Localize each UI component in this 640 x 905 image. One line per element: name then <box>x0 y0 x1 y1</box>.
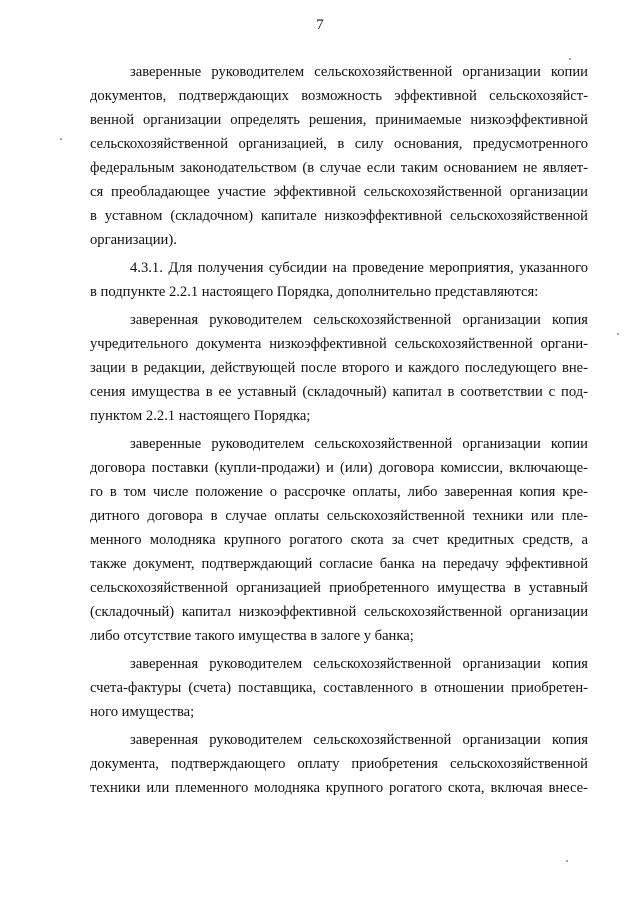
text-line: учредительного документа низкоэффективной сельскохозяйственной органи- <box>90 336 588 352</box>
body-text <box>90 60 588 800</box>
text-line: заверенная руководителем сельскохозяйственной организации копия <box>130 312 588 328</box>
text-line: сельскохозяйственной организацией приобретенного имущества в уставный <box>90 580 588 596</box>
text-line: сения имущества в ее уставный (складочный) капитал в соответствии с под- <box>90 384 588 400</box>
text-line: в подпункте 2.2.1 настоящего Порядка, дополнительно представляются: <box>90 284 539 300</box>
text-line: заверенная руководителем сельскохозяйственной организации копия <box>130 656 588 672</box>
text-line: дитного договора в случае оплаты сельскохозяйственной техники или пле- <box>90 508 588 524</box>
text-line: заверенная руководителем сельскохозяйственной организации копия <box>130 732 588 748</box>
text-line: 4.3.1. Для получения субсидии на проведение мероприятия, указанного <box>130 260 588 276</box>
scan-speck <box>617 333 619 335</box>
paragraph <box>90 256 588 304</box>
page-number: 7 <box>316 17 324 33</box>
text-line: техники или племенного молодняка крупного рогатого скота, включая внесе- <box>90 780 588 796</box>
paragraph <box>90 308 588 428</box>
text-line: документов, подтверждающих возможность эффективной сельскохозяйст- <box>90 88 588 104</box>
text-line: (складочный) капитал низкоэффективной сельскохозяйственной организации <box>90 604 588 620</box>
text-line: заверенные руководителем сельскохозяйственной организации копии <box>130 64 588 80</box>
scan-speck <box>566 860 568 862</box>
text-line: ного имущества; <box>90 704 195 720</box>
text-line: федеральным законодательством (в случае если таким основанием не являет- <box>90 160 588 176</box>
text-line: ся преобладающее участие эффективной сельскохозяйственной организации <box>90 184 588 200</box>
paragraph <box>90 728 588 800</box>
text-line: го в том числе положение о рассрочке оплаты, либо заверенная копия кре- <box>90 484 588 500</box>
text-line: также документ, подтверждающий согласие банка на передачу эффективной <box>90 556 588 572</box>
text-line: договора поставки (купли-продажи) и (или) договора комиссии, включающе- <box>90 460 588 476</box>
text-line: счета-фактуры (счета) поставщика, составленного в отношении приобретен- <box>90 680 588 696</box>
text-line: пунктом 2.2.1 настоящего Порядка; <box>90 408 311 424</box>
text-line: венной организации определять решения, принимаемые низкоэффективной <box>90 112 588 128</box>
text-line: документа, подтверждающего оплату приобретения сельскохозяйственной <box>90 756 588 772</box>
scan-speck <box>569 58 571 60</box>
text-line: организации). <box>90 232 177 248</box>
text-line: сельскохозяйственной организацией, в силу основания, предусмотренного <box>90 136 588 152</box>
text-line: менного молодняка крупного рогатого скота за счет кредитных средств, а <box>90 532 588 548</box>
text-line: заверенные руководителем сельскохозяйственной организации копии <box>130 436 588 452</box>
paragraph <box>90 60 588 252</box>
text-line: в уставном (складочном) капитале низкоэффективной сельскохозяйственной <box>90 208 588 224</box>
text-line: зации в редакции, действующей после второго и каждого последующего вне- <box>90 360 588 376</box>
text-line: либо отсутствие такого имущества в залоге у банка; <box>90 628 414 644</box>
scan-speck <box>60 138 62 140</box>
paragraph <box>90 652 588 724</box>
paragraph <box>90 432 588 648</box>
